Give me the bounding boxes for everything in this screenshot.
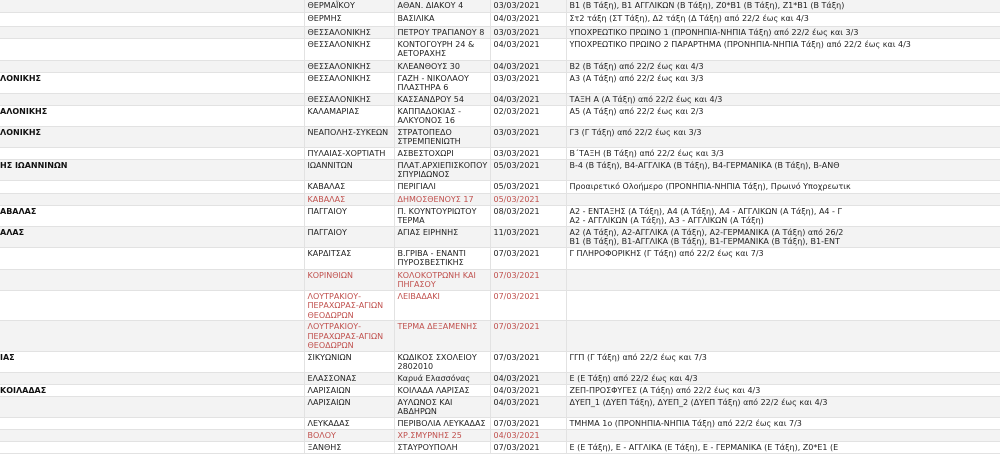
municipality-cell: ΛΕΥΚΑΔΑΣ [304,417,394,429]
school-name-cell: ΚΟΙΛΑΔΑΣ [0,384,304,396]
table-row [0,180,1000,193]
classes-cell: Α2 - ΕΝΤΑΞΗΣ (Α Τάξη), Α4 (Α Τάξη), Α4 - ΑΓΓΛΙΚΩΝ (Α Τάξη), Α4 - Γ Α2 - ΑΓΓΛΙΚΩΝ (Α Τάξη), Α3 - ΑΓΓΛΙΚΩΝ (Α Τάξη) [566,205,1000,226]
school-name-cell [0,12,304,26]
classes-cell: Β΄ΤΑΞΗ (Β Τάξη) από 22/2 έως και 3/3 [566,147,1000,159]
municipality-cell: ΘΕΣΣΑΛΟΝΙΚΗΣ [304,26,394,38]
date-cell: 03/03/2021 [490,26,566,38]
school-name-cell [0,60,304,72]
address-cell: ΧΡ.ΣΜΥΡΝΗΣ 25 [394,429,490,441]
classes-cell: Β-4 (Β Τάξη), Β4-ΑΓΓΛΙΚΑ (Β Τάξη), Β4-ΓΕΡΜΑΝΙΚΑ (Β Τάξη), Β-ΑΝΘ [566,159,1000,180]
classes-cell: Β2 (Β Τάξη) από 22/2 έως και 4/3 [566,60,1000,72]
table-row [0,93,1000,105]
school-name-cell [0,321,304,352]
classes-cell: Β1 (Β Τάξη), Β1 ΑΓΓΛΙΚΩΝ (Β Τάξη), Ζ0*Β1 (Β Τάξη), Ζ1*Β1 (Β Τάξη) [566,0,1000,12]
date-cell: 04/03/2021 [490,384,566,396]
table-row [0,429,1000,441]
school-name-cell [0,38,304,60]
date-cell: 03/03/2021 [490,147,566,159]
address-cell: ΣΤΡΑΤΟΠΕΔΟ ΣΤΡΕΜΠΕΝΙΩΤΗ [394,126,490,147]
school-name-cell: ΗΣ ΙΩΑΝΝΙΝΩΝ [0,159,304,180]
address-cell: Καρυά Ελασσόνας [394,372,490,384]
classes-cell [566,193,1000,205]
classes-cell: ΥΠΟΧΡΕΩΤΙΚΟ ΠΡΩΙΝΟ 1 (ΠΡΟΝΗΠΙΑ-ΝΗΠΙΑ Τάξη) από 22/2 έως και 3/3 [566,26,1000,38]
table-row [0,26,1000,38]
table-row [0,384,1000,396]
school-name-cell: ΑΛΑΣ [0,226,304,247]
school-name-cell [0,247,304,269]
address-cell: ΑΓΙΑΣ ΕΙΡΗΝΗΣ [394,226,490,247]
table-row [0,147,1000,159]
address-cell: ΚΟΛΟΚΟΤΡΩΝΗ ΚΑΙ ΠΗΓΑΣΟΥ [394,269,490,290]
school-name-cell [0,93,304,105]
address-cell: ΛΕΙΒΑΔΑΚΙ [394,290,490,321]
table-row [0,38,1000,60]
municipality-cell: ΛΑΡΙΣΑΙΩΝ [304,384,394,396]
table-row [0,290,1000,321]
classes-cell: ΤΜΗΜΑ 1ο (ΠΡΟΝΗΠΙΑ-ΝΗΠΙΑ Τάξη) από 22/2 έως και 7/3 [566,417,1000,429]
municipality-cell: ΛΟΥΤΡΑΚΙΟΥ-ΠΕΡΑΧΩΡΑΣ-ΑΓΙΩΝ ΘΕΟΔΩΡΩΝ [304,290,394,321]
municipality-cell: ΛΑΡΙΣΑΙΩΝ [304,396,394,417]
classes-cell: ΔΥΕΠ_1 (ΔΥΕΠ Τάξη), ΔΥΕΠ_2 (ΔΥΕΠ Τάξη) από 22/2 έως και 4/3 [566,396,1000,417]
address-cell: ΑΥΛΩΝΟΣ ΚΑΙ ΑΒΔΗΡΩΝ [394,396,490,417]
municipality-cell: ΚΑΒΑΛΑΣ [304,193,394,205]
table-row [0,441,1000,453]
school-name-cell: ΛΟΝΙΚΗΣ [0,72,304,93]
classes-cell: Ε (Ε Τάξη), Ε - ΑΓΓΛΙΚΑ (Ε Τάξη), Ε - ΓΕΡΜΑΝΙΚΑ (Ε Τάξη), Ζ0*Ε1 (Ε [566,441,1000,453]
date-cell: 04/03/2021 [490,396,566,417]
date-cell: 04/03/2021 [490,38,566,60]
municipality-cell: ΚΑΒΑΛΑΣ [304,180,394,193]
classes-cell: Α3 (Α Τάξη) από 22/2 έως και 3/3 [566,72,1000,93]
address-cell: ΠΕΡΙΒΟΛΙΑ ΛΕΥΚΑΔΑΣ [394,417,490,429]
address-cell: ΚΑΣΣΑΝΔΡΟΥ 54 [394,93,490,105]
classes-cell: ΓΓΠ (Γ Τάξη) από 22/2 έως και 7/3 [566,351,1000,372]
school-name-cell [0,147,304,159]
table-row [0,0,1000,12]
date-cell: 08/03/2021 [490,205,566,226]
address-cell: ΑΣΒΕΣΤΟΧΩΡΙ [394,147,490,159]
table-row [0,105,1000,126]
classes-cell: Α5 (Α Τάξη) από 22/2 έως και 2/3 [566,105,1000,126]
municipality-cell: ΘΕΡΜΗΣ [304,12,394,26]
date-cell: 04/03/2021 [490,60,566,72]
classes-cell: Στ2 τάξη (ΣΤ Τάξη), Δ2 τάξη (Δ Τάξη) από 22/2 έως και 4/3 [566,12,1000,26]
municipality-cell: ΚΑΡΔΙΤΣΑΣ [304,247,394,269]
school-name-cell [0,0,304,12]
classes-cell: Ε (Ε Τάξη) από 22/2 έως και 4/3 [566,372,1000,384]
school-name-cell [0,429,304,441]
school-name-cell: ΛΟΝΙΚΗΣ [0,126,304,147]
table-row [0,269,1000,290]
municipality-cell: ΠΑΓΓΑΙΟΥ [304,226,394,247]
classes-cell: Γ ΠΛΗΡΟΦΟΡΙΚΗΣ (Γ Τάξη) από 22/2 έως και 7/3 [566,247,1000,269]
date-cell: 02/03/2021 [490,105,566,126]
address-cell: ΑΘΑΝ. ΔΙΑΚΟΥ 4 [394,0,490,12]
date-cell: 04/03/2021 [490,372,566,384]
table-row [0,159,1000,180]
date-cell: 04/03/2021 [490,93,566,105]
date-cell: 04/03/2021 [490,429,566,441]
school-name-cell: ΙΑΣ [0,351,304,372]
school-name-cell [0,180,304,193]
table-row [0,193,1000,205]
table-row [0,247,1000,269]
address-cell: ΠΕΤΡΟΥ ΤΡΑΓΙΑΝΟΥ 8 [394,26,490,38]
address-cell: ΣΤΑΥΡΟΥΠΟΛΗ [394,441,490,453]
address-cell: ΤΕΡΜΑ ΔΕΞΑΜΕΝΗΣ [394,321,490,352]
date-cell: 07/03/2021 [490,417,566,429]
address-cell: ΚΟΝΤΟΓΟΥΡΗ 24 & ΑΕΤΟΡΑΧΗΣ [394,38,490,60]
municipality-cell: ΘΕΣΣΑΛΟΝΙΚΗΣ [304,38,394,60]
date-cell: 07/03/2021 [490,441,566,453]
address-cell: ΔΗΜΟΣΘΕΝΟΥΣ 17 [394,193,490,205]
table-row [0,417,1000,429]
municipality-cell: ΣΙΚΥΩΝΙΩΝ [304,351,394,372]
municipality-cell: ΚΑΛΑΜΑΡΙΑΣ [304,105,394,126]
school-name-cell [0,441,304,453]
table-row [0,126,1000,147]
municipality-cell: ΠΑΓΓΑΙΟΥ [304,205,394,226]
municipality-cell: ΙΩΑΝΝΙΤΩΝ [304,159,394,180]
table-row [0,205,1000,226]
classes-cell: ΥΠΟΧΡΕΩΤΙΚΟ ΠΡΩΙΝΟ 2 ΠΑΡΑΡΤΗΜΑ (ΠΡΟΝΗΠΙΑ-ΝΗΠΙΑ Τάξη) από 22/2 έως και 4/3 [566,38,1000,60]
address-cell: ΠΛΑΤ.ΑΡΧΙΕΠΙΣΚΟΠΟΥ ΣΠΥΡΙΔΩΝΟΣ [394,159,490,180]
table-row [0,72,1000,93]
date-cell: 04/03/2021 [490,12,566,26]
classes-cell: Προαιρετικό Ολοήμερο (ΠΡΟΝΗΠΙΑ-ΝΗΠΙΑ Τάξη), Πρωινό Υποχρεωτικ [566,180,1000,193]
address-cell: ΚΛΕΑΝΘΟΥΣ 30 [394,60,490,72]
municipality-cell: ΛΟΥΤΡΑΚΙΟΥ-ΠΕΡΑΧΩΡΑΣ-ΑΓΙΩΝ ΘΕΟΔΩΡΩΝ [304,321,394,352]
school-name-cell [0,372,304,384]
municipality-cell: ΘΕΣΣΑΛΟΝΙΚΗΣ [304,93,394,105]
table-row [0,226,1000,247]
date-cell: 03/03/2021 [490,0,566,12]
address-cell: ΓΑΖΗ - ΝΙΚΟΛΑΟΥ ΠΛΑΣΤΗΡΑ 6 [394,72,490,93]
table-row [0,321,1000,352]
date-cell: 05/03/2021 [490,180,566,193]
address-cell: ΚΟΙΛΑΔΑ ΛΑΡΙΣΑΣ [394,384,490,396]
date-cell: 07/03/2021 [490,290,566,321]
classes-cell [566,321,1000,352]
table-row [0,60,1000,72]
municipality-cell: ΠΥΛΑΙΑΣ-ΧΟΡΤΙΑΤΗ [304,147,394,159]
classes-cell [566,269,1000,290]
address-cell: Β.ΓΡΙΒΑ - ΕΝΑΝΤΙ ΠΥΡΟΣΒΕΣΤΙΚΗΣ [394,247,490,269]
address-cell: ΠΕΡΙΓΙΑΛΙ [394,180,490,193]
date-cell: 07/03/2021 [490,321,566,352]
table-row [0,12,1000,26]
municipality-cell: ΕΛΑΣΣΟΝΑΣ [304,372,394,384]
school-name-cell: ΑΒΑΛΑΣ [0,205,304,226]
address-cell: ΚΑΠΠΑΔΟΚΙΑΣ - ΑΛΚΥΟΝΟΣ 16 [394,105,490,126]
classes-cell: ΤΑΞΗ Α (Α Τάξη) από 22/2 έως και 4/3 [566,93,1000,105]
municipality-cell: ΚΟΡΙΝΘΙΩΝ [304,269,394,290]
date-cell: 07/03/2021 [490,269,566,290]
address-cell: ΒΑΣΙΛΙΚΑ [394,12,490,26]
municipality-cell: ΒΟΛΟΥ [304,429,394,441]
address-cell: ΚΩΔΙΚΟΣ ΣΧΟΛΕΙΟΥ 2802010 [394,351,490,372]
date-cell: 05/03/2021 [490,193,566,205]
date-cell: 03/03/2021 [490,126,566,147]
school-name-cell [0,269,304,290]
municipality-cell: ΘΕΣΣΑΛΟΝΙΚΗΣ [304,60,394,72]
school-name-cell [0,193,304,205]
municipality-cell: ΘΕΣΣΑΛΟΝΙΚΗΣ [304,72,394,93]
school-name-cell [0,417,304,429]
classes-cell: Γ3 (Γ Τάξη) από 22/2 έως και 3/3 [566,126,1000,147]
municipality-cell: ΞΑΝΘΗΣ [304,441,394,453]
table-row [0,351,1000,372]
table-row [0,372,1000,384]
classes-cell [566,290,1000,321]
municipality-cell: ΘΕΡΜΑΪΚΟΥ [304,0,394,12]
municipality-cell: ΝΕΑΠΟΛΗΣ-ΣΥΚΕΩΝ [304,126,394,147]
classes-cell [566,429,1000,441]
date-cell: 11/03/2021 [490,226,566,247]
date-cell: 05/03/2021 [490,159,566,180]
date-cell: 07/03/2021 [490,351,566,372]
school-name-cell [0,396,304,417]
classes-cell: ΖΕΠ-ΠΡΟΣΦΥΓΕΣ (Α Τάξη) από 22/2 έως και 4/3 [566,384,1000,396]
school-name-cell [0,290,304,321]
date-cell: 03/03/2021 [490,72,566,93]
date-cell: 07/03/2021 [490,247,566,269]
table-row [0,396,1000,417]
school-name-cell [0,26,304,38]
school-name-cell: ΑΛΟΝΙΚΗΣ [0,105,304,126]
classes-cell: Α2 (Α Τάξη), Α2-ΑΓΓΛΙΚΑ (Α Τάξη), Α2-ΓΕΡΜΑΝΙΚΑ (Α Τάξη) από 26/2 Β1 (Β Τάξη), Β1-ΑΓΓΛΙΚΑ (Β Τάξη), Β1-ΓΕΡΜΑΝΙΚΑ (Β Τάξη), Β1-ΕΝΤ [566,226,1000,247]
address-cell: Π. ΚΟΥΝΤΟΥΡΙΩΤΟΥ ΤΕΡΜΑ [394,205,490,226]
